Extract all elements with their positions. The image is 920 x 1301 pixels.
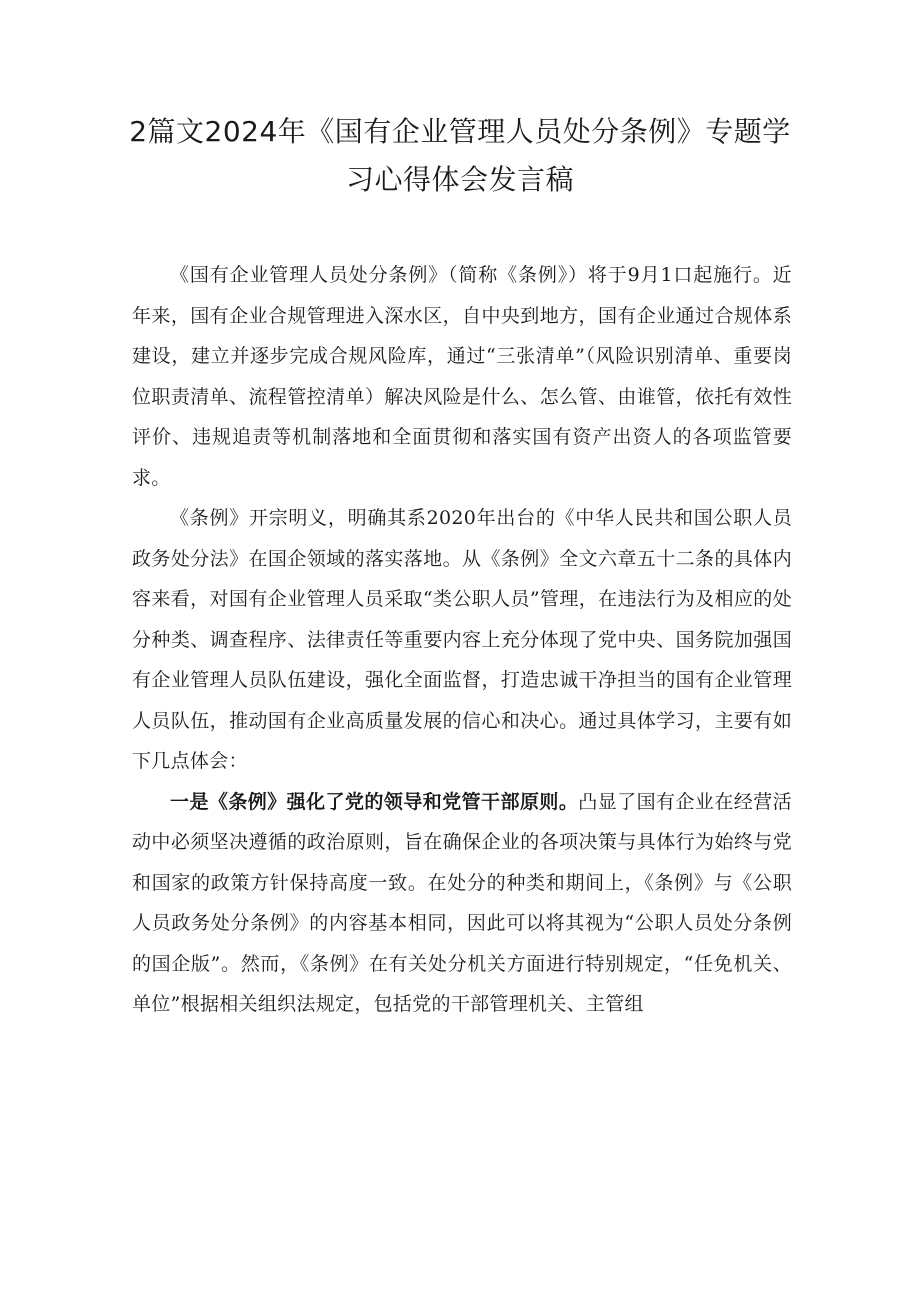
paragraph-3 — [132, 782, 792, 1025]
title-line-1: 2篇文2024年《国有企业管理人员处分条例》专题学 — [129, 115, 791, 148]
title-line-2: 习心得体会发言稿 — [345, 163, 574, 196]
document-title — [120, 108, 800, 204]
paragraph-3-text: 凸显了国有企业在经营活动中必须坚决遵循的政治原则，旨在确保企业的各项决策与具体行为始终与党和国家的政策方针保持高度一致。在处分的种类和期间上，《条例》与《公职人员政务处分条例》的内容基本相同，因此可以将其视为“公职人员处分条例的国企版”。然而，《条例》在有关处分机关方面进行特别规定，“任免机关、单位”根据相关组织法规定，包括党的干部管理机关、主管组 — [132, 790, 792, 1015]
paragraph-3-lead: 一是《条例》强化了党的领导和党管干部原则。 — [170, 790, 579, 813]
paragraph-2: 《条例》开宗明义，明确其系2020年出台的《中华人民共和国公职人员政务处分法》在国企领域的落实落地。从《条例》全文六章五十二条的具体内容来看，对国有企业管理人员采取“类公职人员”管理，在违法行为及相应的处分种类、调查程序、法律责任等重要内容上充分体现了党中央、国务院加强国有企业管理人员队伍建设，强化全面监督，打造忠诚干净担当的国有企业管理人员队伍，推动国有企业高质量发展的信心和决心。通过具体学习，主要有如下几点体会： — [132, 507, 792, 772]
paragraph-1: 《国有企业管理人员处分条例》（简称《条例》）将于9月1口起施行。近年来，国有企业合规管理进入深水区，自中央到地方，国有企业通过合规体系建设，建立并逐步完成合规风险库，通过“三张清单”（风险识别清单、重要岗位职责清单、流程管控清单）解决风险是什么、怎么管、由谁管，依托有效性评价、违规追责等机制落地和全面贯彻和落实国有资产出资人的各项监管要求。 — [132, 264, 792, 489]
document-body — [132, 255, 792, 1025]
